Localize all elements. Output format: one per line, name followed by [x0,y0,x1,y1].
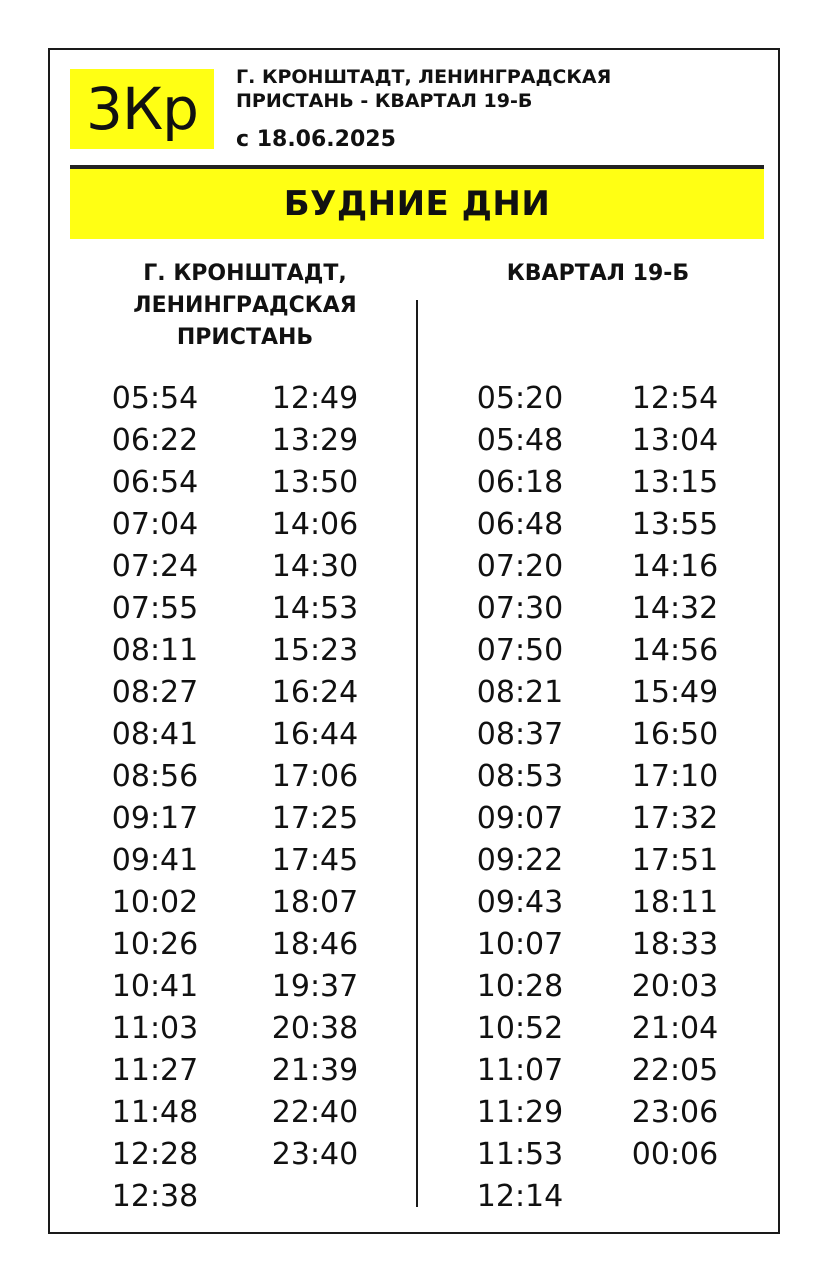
departure-time: 09:07 [476,801,564,836]
departure-time: 21:04 [631,1011,719,1046]
departure-time: 10:28 [476,969,564,1004]
departure-time: 05:20 [476,381,564,416]
departure-time: 08:21 [476,675,564,710]
departure-time: 08:41 [111,717,199,752]
departure-time: 23:40 [271,1137,359,1172]
departure-time: 13:15 [631,465,719,500]
departure-time: 12:28 [111,1137,199,1172]
departure-time: 13:29 [271,423,359,458]
valid-from-date: с 18.06.2025 [236,127,396,152]
departure-time: 14:16 [631,549,719,584]
direction-title-line: Г. КРОНШТАДТ, [143,261,347,286]
departure-time: 22:40 [271,1095,359,1130]
departure-list [445,378,595,1218]
departure-time: 06:18 [476,465,564,500]
departure-time: 07:04 [111,507,199,542]
departure-time: 13:50 [271,465,359,500]
route-number: 3Кр [86,75,198,143]
departure-list [240,378,390,1176]
departure-time: 23:06 [631,1095,719,1130]
departure-time: 12:49 [271,381,359,416]
departure-time: 15:23 [271,633,359,668]
departure-list [600,378,750,1176]
direction-divider [416,300,418,1207]
departure-time: 18:11 [631,885,719,920]
departure-time: 16:24 [271,675,359,710]
departure-time: 08:27 [111,675,199,710]
departure-time: 12:38 [111,1179,199,1214]
departure-time: 10:02 [111,885,199,920]
departure-time: 14:06 [271,507,359,542]
departure-time: 17:32 [631,801,719,836]
departure-time: 11:53 [476,1137,564,1172]
departure-time: 22:05 [631,1053,719,1088]
departure-time: 14:53 [271,591,359,626]
timetable-sheet [48,48,780,1234]
departure-time: 10:26 [111,927,199,962]
departure-time: 10:41 [111,969,199,1004]
direction-title-line: ЛЕНИНГРАДСКАЯ [133,293,357,318]
departure-time: 20:03 [631,969,719,1004]
departure-time: 19:37 [271,969,359,1004]
departure-time: 11:29 [476,1095,564,1130]
departure-time: 11:07 [476,1053,564,1088]
departure-time: 18:33 [631,927,719,962]
departure-time: 14:56 [631,633,719,668]
departure-time: 06:48 [476,507,564,542]
departure-time: 09:17 [111,801,199,836]
departure-time: 09:41 [111,843,199,878]
departure-time: 15:49 [631,675,719,710]
departure-time: 17:45 [271,843,359,878]
departure-time: 14:32 [631,591,719,626]
departure-time: 08:53 [476,759,564,794]
direction-title-kronshtadt [90,258,400,354]
departure-time: 12:14 [476,1179,564,1214]
departure-time: 18:46 [271,927,359,962]
departure-time: 16:44 [271,717,359,752]
departure-time: 05:48 [476,423,564,458]
route-name-line1: Г. КРОНШТАДТ, ЛЕНИНГРАДСКАЯ [236,66,612,88]
departure-time: 08:11 [111,633,199,668]
departure-time: 17:10 [631,759,719,794]
departure-time: 07:30 [476,591,564,626]
departure-time: 11:27 [111,1053,199,1088]
departure-time: 07:55 [111,591,199,626]
departure-time: 06:54 [111,465,199,500]
departure-time: 10:07 [476,927,564,962]
departure-time: 07:20 [476,549,564,584]
departure-time: 05:54 [111,381,199,416]
departure-time: 09:22 [476,843,564,878]
departure-time: 06:22 [111,423,199,458]
departure-time: 09:43 [476,885,564,920]
route-number-badge [70,69,214,149]
departure-time: 08:37 [476,717,564,752]
departure-time: 13:04 [631,423,719,458]
departure-time: 08:56 [111,759,199,794]
departure-time: 07:50 [476,633,564,668]
departure-time: 17:25 [271,801,359,836]
direction-title-kvartal [448,258,748,290]
departure-time: 21:39 [271,1053,359,1088]
departure-time: 14:30 [271,549,359,584]
departure-time: 07:24 [111,549,199,584]
route-name [236,65,696,113]
departure-time: 17:06 [271,759,359,794]
day-type-band [70,169,764,239]
departure-time: 20:38 [271,1011,359,1046]
route-name-line2: ПРИСТАНЬ - КВАРТАЛ 19-Б [236,90,533,112]
departure-time: 16:50 [631,717,719,752]
departure-time: 18:07 [271,885,359,920]
direction-title-line: КВАРТАЛ 19-Б [506,261,690,286]
direction-title-line: ПРИСТАНЬ [176,325,314,350]
departure-time: 13:55 [631,507,719,542]
departure-list [80,378,230,1218]
departure-time: 00:06 [631,1137,719,1172]
departure-time: 17:51 [631,843,719,878]
departure-time: 12:54 [631,381,719,416]
departure-time: 10:52 [476,1011,564,1046]
day-type-label: БУДНИЕ ДНИ [283,184,551,224]
departure-time: 11:03 [111,1011,199,1046]
departure-time: 11:48 [111,1095,199,1130]
